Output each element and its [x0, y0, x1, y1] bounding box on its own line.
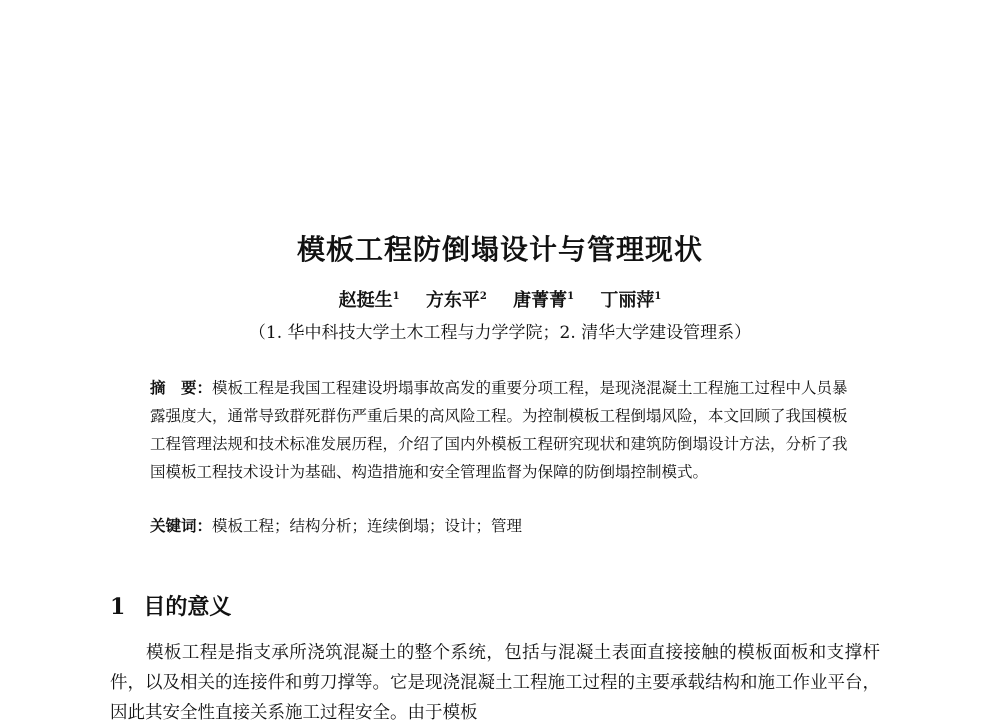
section-number: 1 — [110, 594, 126, 620]
section-title: 目的意义 — [143, 595, 232, 620]
author: 方东平$^2$ — [425, 290, 487, 311]
abstract-label: 摘 要： — [150, 378, 213, 397]
keywords-text: 模板工程；结构分析；连续倒塌；设计；管理 — [212, 517, 523, 535]
section-heading — [110, 590, 231, 621]
author: 赵挺生$^1$ — [338, 290, 400, 311]
author: 丁丽萍$^1$ — [600, 290, 662, 311]
author: 唐菁菁$^1$ — [513, 290, 575, 311]
paper-title: 模板工程防倒塌设计与管理现状 — [296, 233, 703, 266]
abstract — [150, 374, 850, 486]
body-paragraph: 模板工程是指支承所浇筑混凝土的整个系统，包括与混凝土表面直接接触的模板面板和支撑杆件，以及相关的连接件和剪刀撑等。它是现浇混凝土工程施工过程的主要承载结构和施工作业平台，因此其安全性直接关系施工过程安全。由于模板 — [110, 643, 880, 723]
affiliation: （1. 华中科技大学土木工程与力学学院；2. 清华大学建设管理系） — [248, 323, 752, 343]
keywords — [150, 514, 850, 536]
author-list — [0, 286, 1000, 312]
keywords-label: 关键词： — [150, 516, 213, 535]
abstract-text: 模板工程是我国工程建设坍塌事故高发的重要分项工程，是现浇混凝土工程施工过程中人员暴露强度大，通常导致群死群伤严重后果的高风险工程。为控制模板工程倒塌风险，本文回顾了我国模板工程管理法规和技术标准发展历程，介绍了国内外模板工程研究现状和建筑防倒塌设计方法，分析了我国模板工程技术设计为基础、构造措施和安全管理监督为保障的防倒塌控制模式。 — [150, 379, 848, 481]
